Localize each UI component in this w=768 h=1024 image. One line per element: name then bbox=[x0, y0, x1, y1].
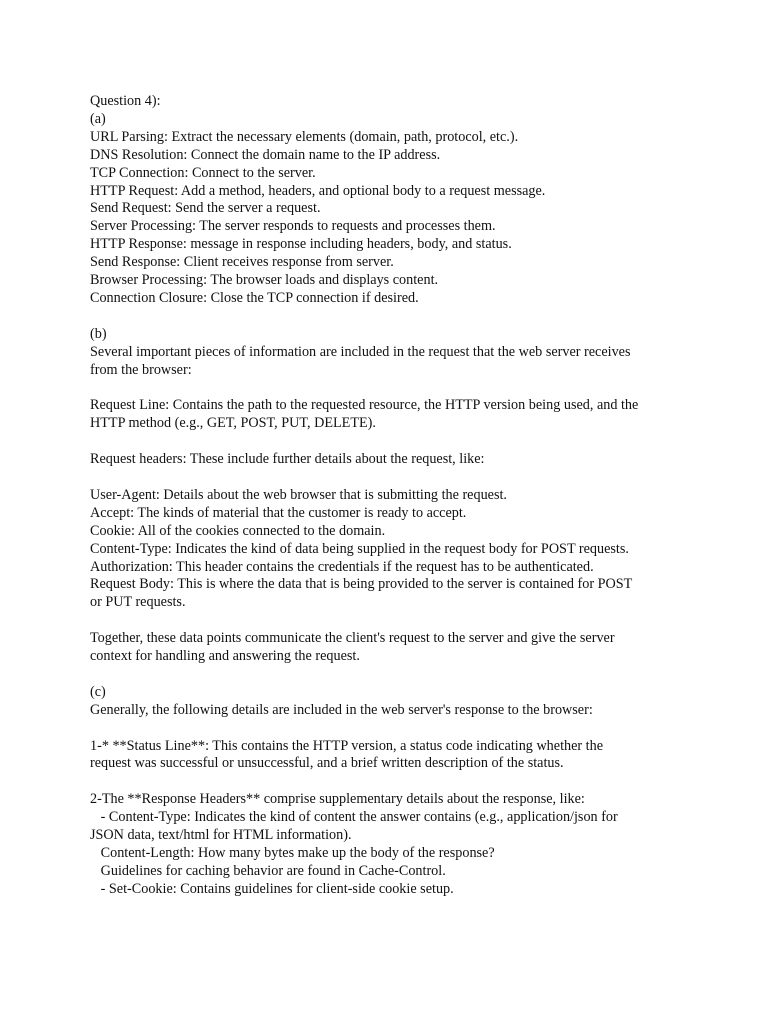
text-line: Request Body: This is where the data that is being provided to the server is contained for POST bbox=[90, 576, 633, 593]
text-line: 1-* **Status Line**: This contains the HTTP version, a status code indicating whether the bbox=[90, 737, 604, 754]
text-line: Accept: The kinds of material that the customer is ready to accept. bbox=[90, 504, 467, 521]
text-line: Server Processing: The server responds to requests and processes them. bbox=[90, 218, 496, 235]
text-line: 2-The **Response Headers** comprise supplementary details about the response, like: bbox=[90, 791, 585, 808]
text-line: context for handling and answering the request. bbox=[90, 648, 360, 665]
text-line: Guidelines for caching behavior are found in Cache-Control. bbox=[90, 862, 446, 879]
text-line: HTTP Request: Add a method, headers, and optional body to a request message. bbox=[90, 182, 546, 199]
text-line: JSON data, text/html for HTML information). bbox=[90, 827, 352, 844]
text-line: (c) bbox=[90, 683, 106, 700]
text-line bbox=[90, 469, 690, 487]
text-line: TCP Connection: Connect to the server. bbox=[90, 164, 316, 181]
text-line: Connection Closure: Close the TCP connection if desired. bbox=[90, 289, 419, 306]
text-line: DNS Resolution: Connect the domain name to the IP address. bbox=[90, 146, 441, 163]
text-line: Send Request: Send the server a request. bbox=[90, 200, 321, 217]
text-line bbox=[90, 720, 690, 738]
text-line: HTTP method (e.g., GET, POST, PUT, DELETE). bbox=[90, 415, 376, 432]
text-line: Several important pieces of information are included in the request that the web server receives bbox=[90, 343, 631, 360]
text-line: - Content-Type: Indicates the kind of content the answer contains (e.g., application/json for bbox=[90, 809, 618, 826]
text-line: Generally, the following details are included in the web server's response to the browser: bbox=[90, 701, 593, 718]
text-line: - Set-Cookie: Contains guidelines for client-side cookie setup. bbox=[90, 880, 454, 897]
text-line: Together, these data points communicate the client's request to the server and give the server bbox=[90, 630, 615, 647]
text-line: Content-Type: Indicates the kind of data being supplied in the request body for POST requests. bbox=[90, 540, 629, 557]
text-line: HTTP Response: message in response including headers, body, and status. bbox=[90, 236, 512, 253]
text-line: Request headers: These include further details about the request, like: bbox=[90, 451, 485, 468]
text-line: Cookie: All of the cookies connected to the domain. bbox=[90, 522, 386, 539]
text-line: Request Line: Contains the path to the requested resource, the HTTP version being used, and the bbox=[90, 397, 639, 414]
text-line: User-Agent: Details about the web browser that is submitting the request. bbox=[90, 486, 507, 503]
text-line: request was successful or unsuccessful, and a brief written description of the status. bbox=[90, 755, 564, 772]
document-body bbox=[90, 93, 690, 899]
text-line: (a) bbox=[90, 110, 106, 127]
text-line: Authorization: This header contains the credentials if the request has to be authenticated. bbox=[90, 558, 594, 575]
text-line bbox=[90, 379, 690, 397]
text-line bbox=[90, 666, 690, 684]
text-line bbox=[90, 308, 690, 326]
text-line: Send Response: Client receives response from server. bbox=[90, 254, 394, 271]
text-line: URL Parsing: Extract the necessary elements (domain, path, protocol, etc.). bbox=[90, 128, 519, 145]
text-line bbox=[90, 612, 690, 630]
text-line: Browser Processing: The browser loads and displays content. bbox=[90, 272, 439, 289]
text-line: or PUT requests. bbox=[90, 594, 186, 611]
text-line: from the browser: bbox=[90, 361, 192, 378]
text-line bbox=[90, 773, 690, 791]
text-line: (b) bbox=[90, 325, 107, 342]
text-line bbox=[90, 433, 690, 451]
text-line: Content-Length: How many bytes make up the body of the response? bbox=[90, 844, 495, 861]
text-line: Question 4): bbox=[90, 93, 161, 109]
